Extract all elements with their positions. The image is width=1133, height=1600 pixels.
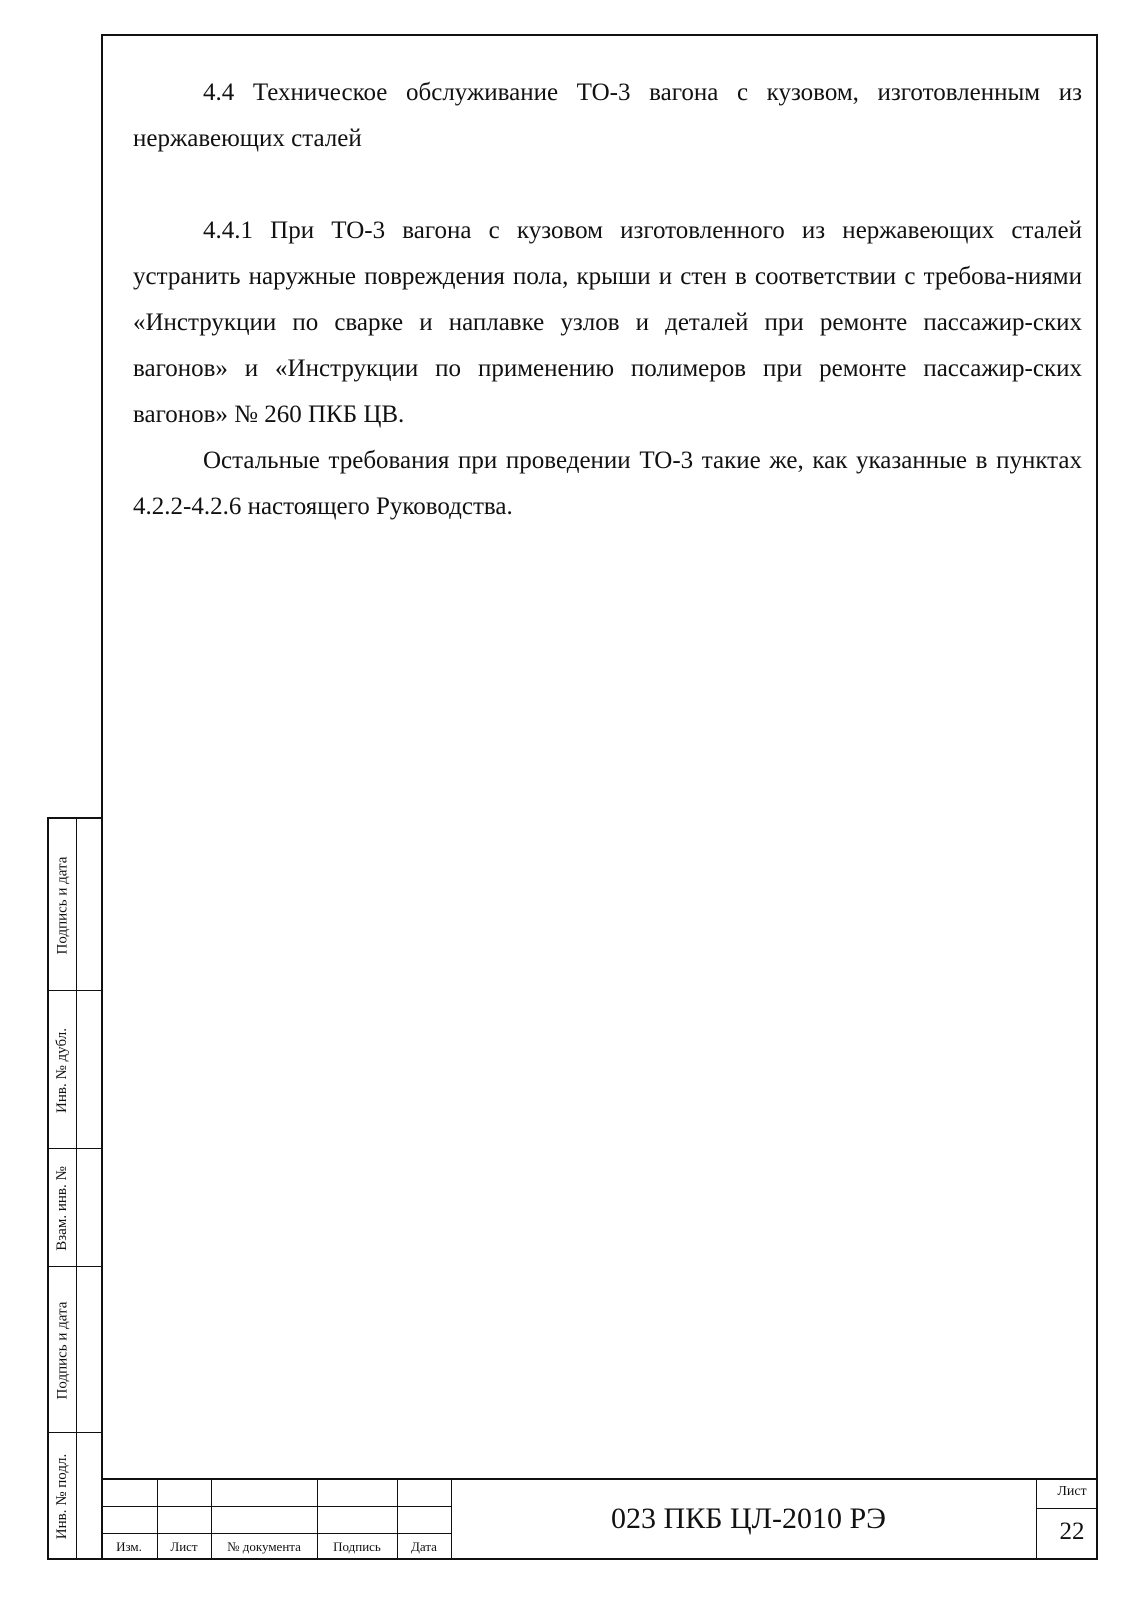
col-change: Изм.: [116, 1539, 142, 1554]
side-stamp: [47, 817, 103, 1560]
col-sheet: Лист: [170, 1539, 198, 1554]
side-label-orig-inv: Инв. № подл.: [54, 1453, 70, 1540]
side-label-signature-date: Подпись и дата: [54, 856, 71, 954]
document-body: [133, 70, 1082, 530]
col-doc-number: № документа: [227, 1539, 301, 1554]
sheet-label: Лист: [1057, 1484, 1087, 1499]
paragraph-other-requirements: Остальные требования при проведении ТО-3 такие же, как указанные в пунктах 4.2.2-4.2.6 настоящего Руководства.: [133, 447, 1082, 520]
side-label-replace-inv: Взам. инв. №: [54, 1165, 70, 1251]
col-date: Дата: [411, 1539, 437, 1554]
side-label-dup-inv: Инв. № дубл.: [54, 1027, 70, 1113]
title-block: [101, 1478, 1098, 1560]
col-signature: Подпись: [333, 1539, 381, 1554]
side-label-signature-date-2: Подпись и дата: [54, 1301, 71, 1399]
sheet-number: 22: [1059, 1518, 1085, 1545]
document-number: 023 ПКБ ЦЛ-2010 РЭ: [611, 1502, 886, 1535]
section-heading: 4.4 Техническое обслуживание ТО-3 вагона с кузовом, изготовленным из нержавеющих сталей: [133, 79, 1082, 152]
paragraph-4-4-1: 4.4.1 При ТО-3 вагона с кузовом изготовленного из нержавеющих сталей устранить наружные повреждения пола, крыши и стен в соответствии с требова-ниями «Инструкции по сварке и наплавке узлов и деталей при ремонте пассажир-ских вагонов» и «Инструкции по применению полимеров при ремонте пассажир-ских вагонов» № 260 ПКБ ЦВ.: [133, 217, 1082, 428]
